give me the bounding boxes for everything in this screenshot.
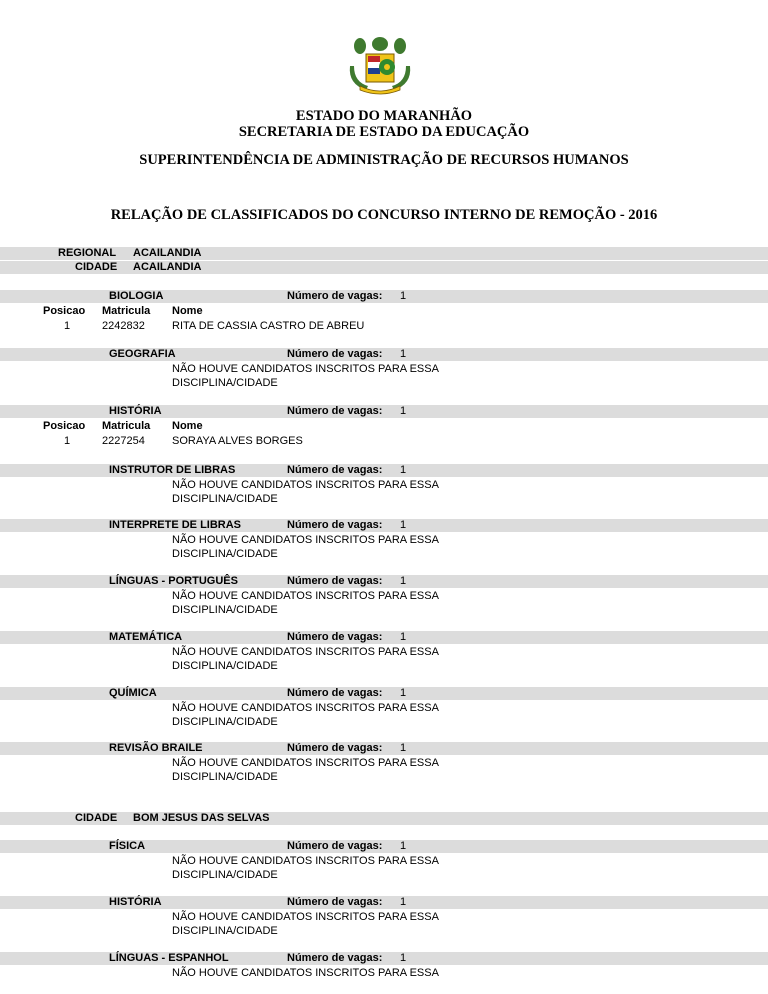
vagas-value: 1 (400, 631, 407, 643)
row-nome: SORAYA ALVES BORGES (172, 435, 303, 447)
discipline-name: LÍNGUAS - PORTUGUÊS (109, 575, 238, 587)
row-matricula: 2242832 (102, 320, 145, 332)
no-candidates-line2: DISCIPLINA/CIDADE (172, 377, 278, 389)
no-candidates-line1: NÃO HOUVE CANDIDATOS INSCRITOS PARA ESSA (172, 363, 439, 375)
col-nome: Nome (172, 420, 203, 432)
vagas-label: Número de vagas: (287, 464, 383, 476)
discipline-bar (0, 575, 768, 588)
discipline-name: INSTRUTOR DE LIBRAS (109, 464, 236, 476)
discipline-name: MATEMÁTICA (109, 631, 183, 643)
vagas-value: 1 (400, 290, 407, 302)
vagas-value: 1 (400, 742, 407, 754)
col-posicao: Posicao (43, 420, 86, 432)
row-matricula: 2227254 (102, 435, 145, 447)
vagas-value: 1 (400, 896, 407, 908)
header-state: ESTADO DO MARANHÃO (295, 108, 473, 124)
discipline-bar (0, 519, 768, 532)
vagas-value: 1 (400, 952, 407, 964)
discipline-bar (0, 840, 768, 853)
vagas-label: Número de vagas: (287, 348, 383, 360)
regional-value: ACAILANDIA (133, 247, 202, 259)
no-candidates-line1: NÃO HOUVE CANDIDATOS INSCRITOS PARA ESSA (172, 590, 439, 602)
regional-bar (0, 247, 768, 260)
no-candidates-line1: NÃO HOUVE CANDIDATOS INSCRITOS PARA ESSA (172, 967, 439, 979)
discipline-bar (0, 290, 768, 303)
discipline-name: GEOGRAFIA (109, 348, 176, 360)
cidade-label: CIDADE (75, 261, 118, 273)
vagas-label: Número de vagas: (287, 896, 383, 908)
discipline-bar (0, 405, 768, 418)
discipline-bar (0, 687, 768, 700)
no-candidates-line1: NÃO HOUVE CANDIDATOS INSCRITOS PARA ESSA (172, 646, 439, 658)
vagas-label: Número de vagas: (287, 742, 383, 754)
cidade-label: CIDADE (75, 812, 118, 824)
discipline-bar (0, 464, 768, 477)
vagas-label: Número de vagas: (287, 519, 383, 531)
no-candidates-line2: DISCIPLINA/CIDADE (172, 716, 278, 728)
vagas-value: 1 (400, 348, 407, 360)
no-candidates-line1: NÃO HOUVE CANDIDATOS INSCRITOS PARA ESSA (172, 855, 439, 867)
discipline-bar (0, 896, 768, 909)
no-candidates-line2: DISCIPLINA/CIDADE (172, 660, 278, 672)
no-candidates-line1: NÃO HOUVE CANDIDATOS INSCRITOS PARA ESSA (172, 702, 439, 714)
no-candidates-line1: NÃO HOUVE CANDIDATOS INSCRITOS PARA ESSA (172, 479, 439, 491)
discipline-name: BIOLOGIA (109, 290, 164, 302)
row-posicao: 1 (64, 435, 71, 447)
discipline-bar (0, 348, 768, 361)
vagas-label: Número de vagas: (287, 840, 383, 852)
cidade-value: ACAILANDIA (133, 261, 202, 273)
no-candidates-line1: NÃO HOUVE CANDIDATOS INSCRITOS PARA ESSA (172, 911, 439, 923)
col-nome: Nome (172, 305, 203, 317)
vagas-value: 1 (400, 687, 407, 699)
vagas-value: 1 (400, 575, 407, 587)
vagas-label: Número de vagas: (287, 575, 383, 587)
row-posicao: 1 (64, 320, 71, 332)
header-secretaria: SECRETARIA DE ESTADO DA EDUCAÇÃO (238, 124, 530, 140)
vagas-label: Número de vagas: (287, 405, 383, 417)
no-candidates-line2: DISCIPLINA/CIDADE (172, 604, 278, 616)
header-superintendencia: SUPERINTENDÊNCIA DE ADMINISTRAÇÃO DE RECURSOS HUMANOS (139, 152, 629, 168)
col-matricula: Matricula (102, 305, 151, 317)
vagas-label: Número de vagas: (287, 631, 383, 643)
discipline-bar (0, 631, 768, 644)
discipline-bar (0, 742, 768, 755)
no-candidates-line1: NÃO HOUVE CANDIDATOS INSCRITOS PARA ESSA (172, 757, 439, 769)
discipline-name: LÍNGUAS - ESPANHOL (109, 952, 229, 964)
vagas-value: 1 (400, 840, 407, 852)
row-nome: RITA DE CASSIA CASTRO DE ABREU (172, 320, 365, 332)
cidade-value: BOM JESUS DAS SELVAS (133, 812, 270, 824)
cidade-bar (0, 261, 768, 274)
regional-label: REGIONAL (58, 247, 117, 259)
vagas-value: 1 (400, 519, 407, 531)
discipline-name: INTERPRETE DE LIBRAS (109, 519, 242, 531)
discipline-bar (0, 952, 768, 965)
no-candidates-line2: DISCIPLINA/CIDADE (172, 869, 278, 881)
discipline-name: HISTÓRIA (109, 405, 162, 417)
cidade-bar (0, 812, 768, 825)
discipline-name: QUÍMICA (109, 687, 157, 699)
vagas-value: 1 (400, 464, 407, 476)
no-candidates-line2: DISCIPLINA/CIDADE (172, 548, 278, 560)
col-posicao: Posicao (43, 305, 86, 317)
vagas-label: Número de vagas: (287, 290, 383, 302)
no-candidates-line1: NÃO HOUVE CANDIDATOS INSCRITOS PARA ESSA (172, 534, 439, 546)
vagas-value: 1 (400, 405, 407, 417)
no-candidates-line2: DISCIPLINA/CIDADE (172, 493, 278, 505)
no-candidates-line2: DISCIPLINA/CIDADE (172, 925, 278, 937)
header-report-title: RELAÇÃO DE CLASSIFICADOS DO CONCURSO INTERNO DE REMOÇÃO - 2016 (110, 207, 658, 223)
vagas-label: Número de vagas: (287, 687, 383, 699)
vagas-label: Número de vagas: (287, 952, 383, 964)
discipline-name: REVISÃO BRAILE (109, 742, 203, 754)
discipline-name: HISTÓRIA (109, 896, 162, 908)
state-seal-logo (346, 36, 414, 96)
discipline-name: FÍSICA (109, 840, 146, 852)
col-matricula: Matricula (102, 420, 151, 432)
no-candidates-line2: DISCIPLINA/CIDADE (172, 771, 278, 783)
